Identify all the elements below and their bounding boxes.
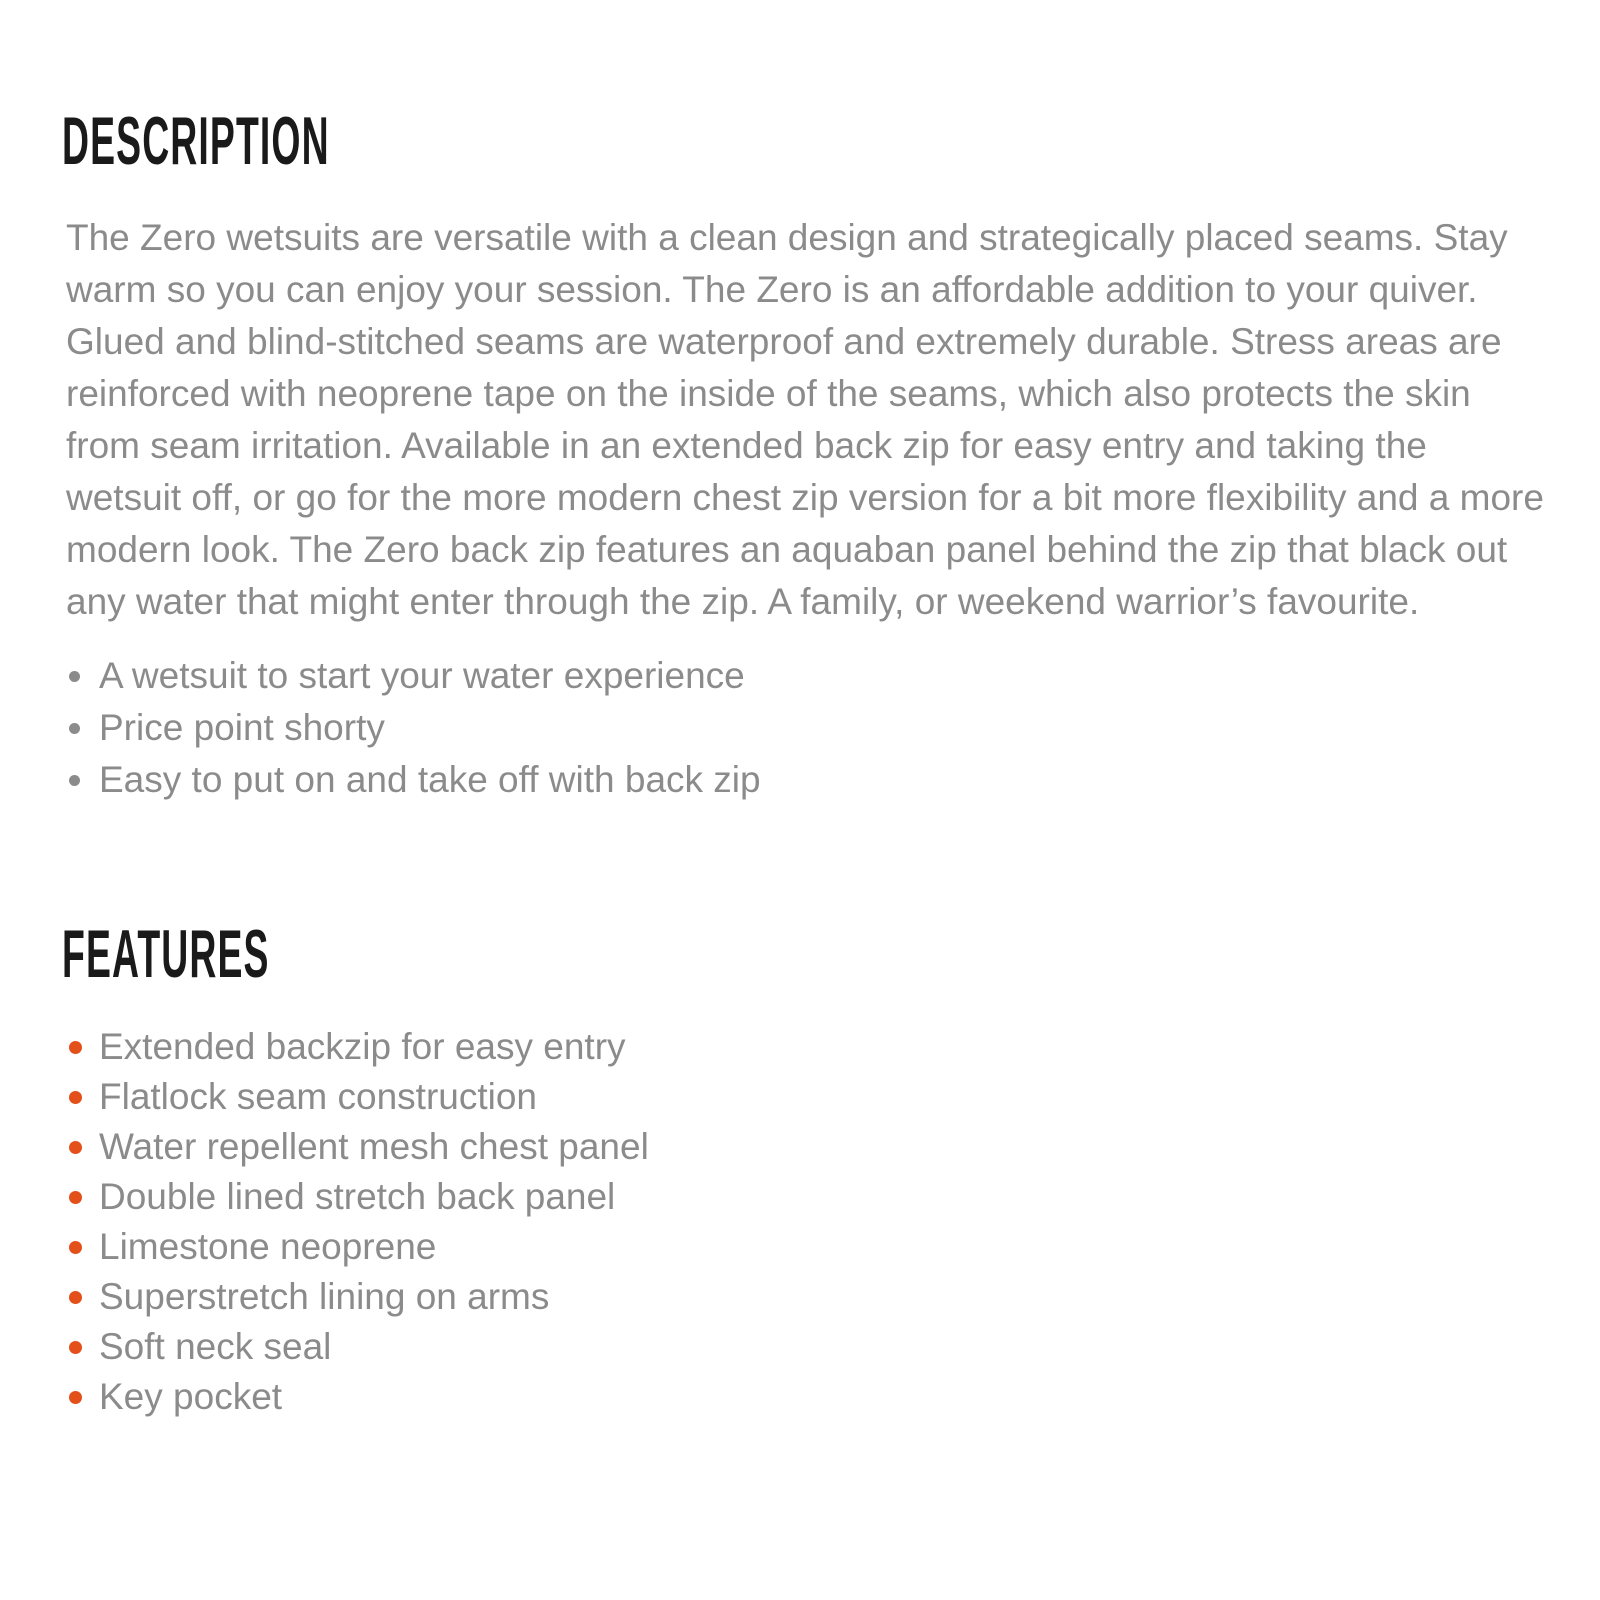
description-bullet-item: A wetsuit to start your water experience — [66, 650, 761, 702]
feature-bullet-item: Flatlock seam construction — [66, 1072, 649, 1122]
feature-bullet-item: Limestone neoprene — [66, 1222, 649, 1272]
description-heading-text: DESCRIPTION — [62, 103, 330, 179]
description-section-heading — [62, 102, 549, 180]
features-bullet-list — [66, 1022, 649, 1422]
description-bullet-item: Price point shorty — [66, 702, 761, 754]
feature-bullet-item: Superstretch lining on arms — [66, 1272, 649, 1322]
description-bullet-item: Easy to put on and take off with back zip — [66, 754, 761, 806]
feature-bullet-item: Key pocket — [66, 1372, 649, 1422]
feature-bullet-item: Extended backzip for easy entry — [66, 1022, 649, 1072]
feature-bullet-item: Double lined stretch back panel — [66, 1172, 649, 1222]
feature-bullet-item: Soft neck seal — [66, 1322, 649, 1372]
features-section-heading — [62, 915, 439, 993]
features-heading-text: FEATURES — [62, 916, 270, 992]
description-bullet-list — [66, 650, 761, 806]
feature-bullet-item: Water repellent mesh chest panel — [66, 1122, 649, 1172]
description-paragraph: The Zero wetsuits are versatile with a clean design and strategically placed seams. Stay warm so you can enjoy your session. The Zero is an affordable addition to your quiver. Glued and blind-stitched seams are waterproof and extremely durable. Stress areas are reinforced with neoprene tape on the inside of the seams, which also protects the skin from seam irritation. Available in an extended back zip for easy entry and taking the wetsuit off, or go for the more modern chest zip version for a bit more flexibility and a more modern look. The Zero back zip features an aquaban panel behind the zip that black out any water that might enter through the zip. A family, or weekend warrior’s favourite. — [66, 217, 1544, 622]
